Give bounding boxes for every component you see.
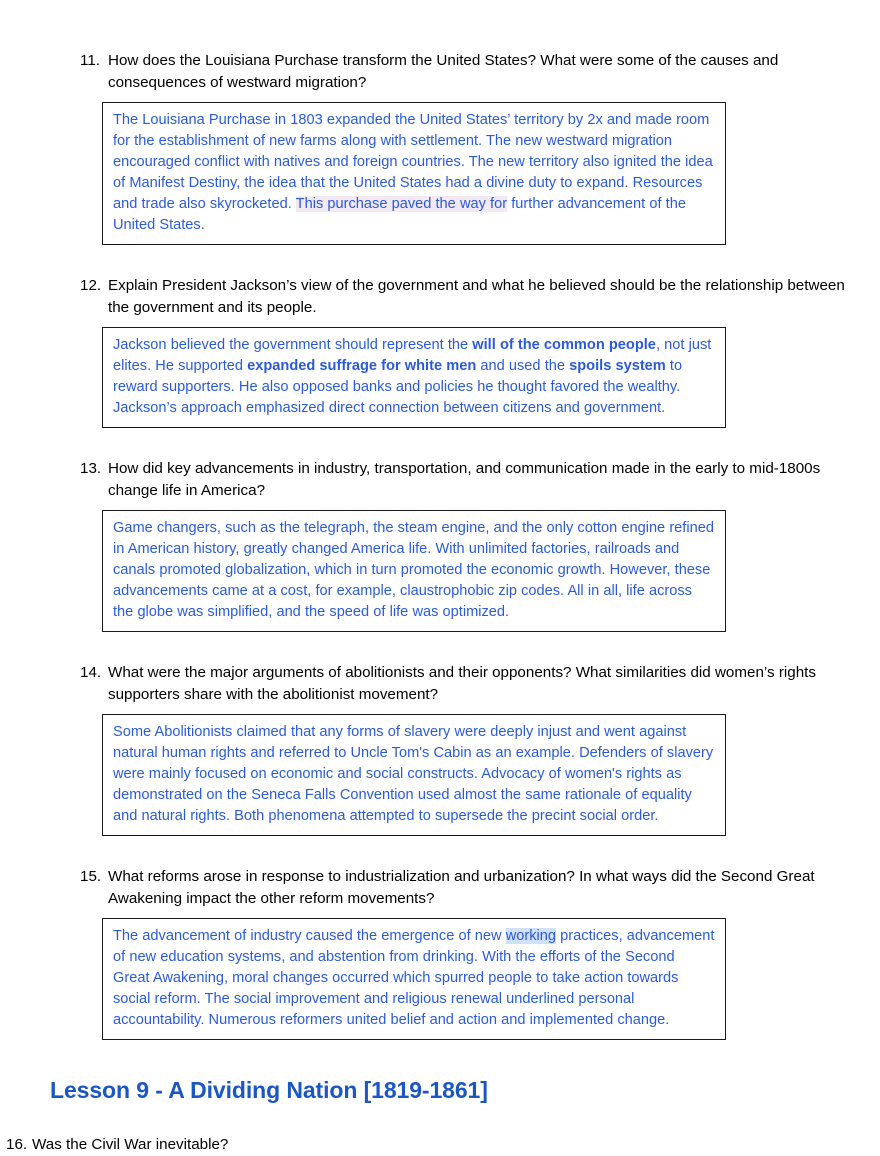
spacer-11-12: [0, 245, 880, 275]
answer-text-run: Jackson believed the government should represent the: [113, 337, 473, 353]
answer-text-run: and used the: [476, 358, 570, 374]
answer-text-11: [113, 110, 715, 236]
question-prompt-13: How did key advancements in industry, transportation, and communication made in the early to mid-1800s change life in America?: [108, 460, 821, 499]
question-number-11: 11.: [80, 52, 100, 69]
question-number-13: 13.: [80, 460, 102, 477]
answer-bold-run: spoils system: [569, 358, 666, 374]
question-number-14: 14.: [80, 664, 102, 681]
answer-text-12: [113, 335, 715, 419]
question-block-12: [78, 275, 858, 428]
answer-highlight-run: This purchase paved the way for: [295, 196, 508, 212]
answer-text-15: [113, 926, 715, 1031]
answer-text-run: The advancement of industry caused the emergence of new: [113, 928, 506, 944]
answer-text-14: [113, 722, 715, 827]
spacer-14-15: [0, 836, 880, 866]
question-block-14: [78, 662, 858, 836]
question-16: [4, 1134, 880, 1156]
question-prompt-15: What reforms arose in response to industrialization and urbanization? In what ways did the Second Great Awakening impact the other reform movements?: [108, 868, 815, 907]
answer-box-14[interactable]: [102, 714, 726, 836]
answer-box-11[interactable]: [102, 102, 726, 245]
question-block-11: [78, 50, 846, 245]
question-number-16: 16.: [6, 1136, 28, 1153]
question-block-15: [78, 866, 880, 1040]
answer-text-run: Game changers, such as the telegraph, the steam engine, and the only cotton engine refined in American history, greatly changed America life. With unlimited factories, railroads and canals promoted globalization, which in turn promoted the economic growth. However, these advancements came at a cost, for example, claustrophobic zip codes. All in all, life across the globe was simplified, and the speed of life was optimized.: [113, 520, 714, 620]
spacer-12-13: [0, 428, 880, 458]
answer-text-run: The Louisiana Purchase in 1803 expanded the United States’ territory by 2x and made room for the establishment of new farms along with settlement. The new westward migration encouraged conflict with natives and foreign countries. The new territory also ignited the idea of Manifest Destiny, the idea that the United States had a divine duty to expand. Resources and trade also skyrocketed.: [113, 112, 713, 212]
lesson-heading: Lesson 9 - A Dividing Nation [1819-1861]: [50, 1077, 488, 1103]
answer-text-13: [113, 518, 715, 623]
answer-box-12[interactable]: [102, 327, 726, 428]
question-13: [78, 458, 840, 502]
question-block-16: [4, 1134, 880, 1156]
question-prompt-11: How does the Louisiana Purchase transform the United States? What were some of the causes and consequences of westward migration?: [108, 52, 779, 91]
answer-bold-run: will of the common people: [472, 337, 656, 353]
top-spacer: [0, 0, 880, 50]
spacer-13-14: [0, 632, 880, 662]
question-prompt-16: Was the Civil War inevitable?: [32, 1136, 229, 1153]
question-15: [78, 866, 880, 910]
question-12: [78, 275, 858, 319]
answer-text-run: , not just elites. He supported: [113, 337, 712, 374]
question-prompt-12: Explain President Jackson’s view of the government and what he believed should be the relationship between the government and its people.: [108, 277, 845, 316]
answer-bold-run: expanded suffrage for white men: [247, 358, 477, 374]
question-number-15: 15.: [80, 868, 102, 885]
answer-highlight-run: working: [505, 928, 557, 944]
question-14: [78, 662, 858, 706]
answer-text-run: further advancement of the United States.: [113, 196, 686, 233]
answer-box-15[interactable]: [102, 918, 726, 1040]
question-number-12: 12.: [80, 277, 102, 294]
answer-text-run: to reward supporters. He also opposed banks and policies he thought favored the wealthy. Jackson’s approach emphasized direct connection between citizens and government.: [113, 358, 683, 416]
question-11: [78, 50, 846, 94]
spacer-after-heading: [0, 1104, 880, 1134]
answer-text-run: practices, advancement of new education systems, and abstention from drinking. With the efforts of the Second Great Awakening, moral changes occurred which spurred people to take action towards social reform. The social improvement and religious renewal underlined personal accountability. Numerous reformers united belief and action and implemented change.: [113, 928, 715, 1028]
spacer-before-heading: [0, 1040, 880, 1076]
question-block-13: [78, 458, 840, 632]
answer-text-run: Some Abolitionists claimed that any forms of slavery were deeply injust and went against natural human rights and referred to Uncle Tom's Cabin as an example. Defenders of slavery were mainly focused on economic and social constructs. Advocacy of women's rights as demonstrated on the Seneca Falls Convention used almost the same rationale of equality and natural rights. Both phenomena attempted to supersede the precint social order.: [113, 724, 714, 824]
question-prompt-14: What were the major arguments of abolitionists and their opponents? What similarities did women’s rights supporters share with the abolitionist movement?: [108, 664, 816, 703]
answer-box-13[interactable]: [102, 510, 726, 632]
